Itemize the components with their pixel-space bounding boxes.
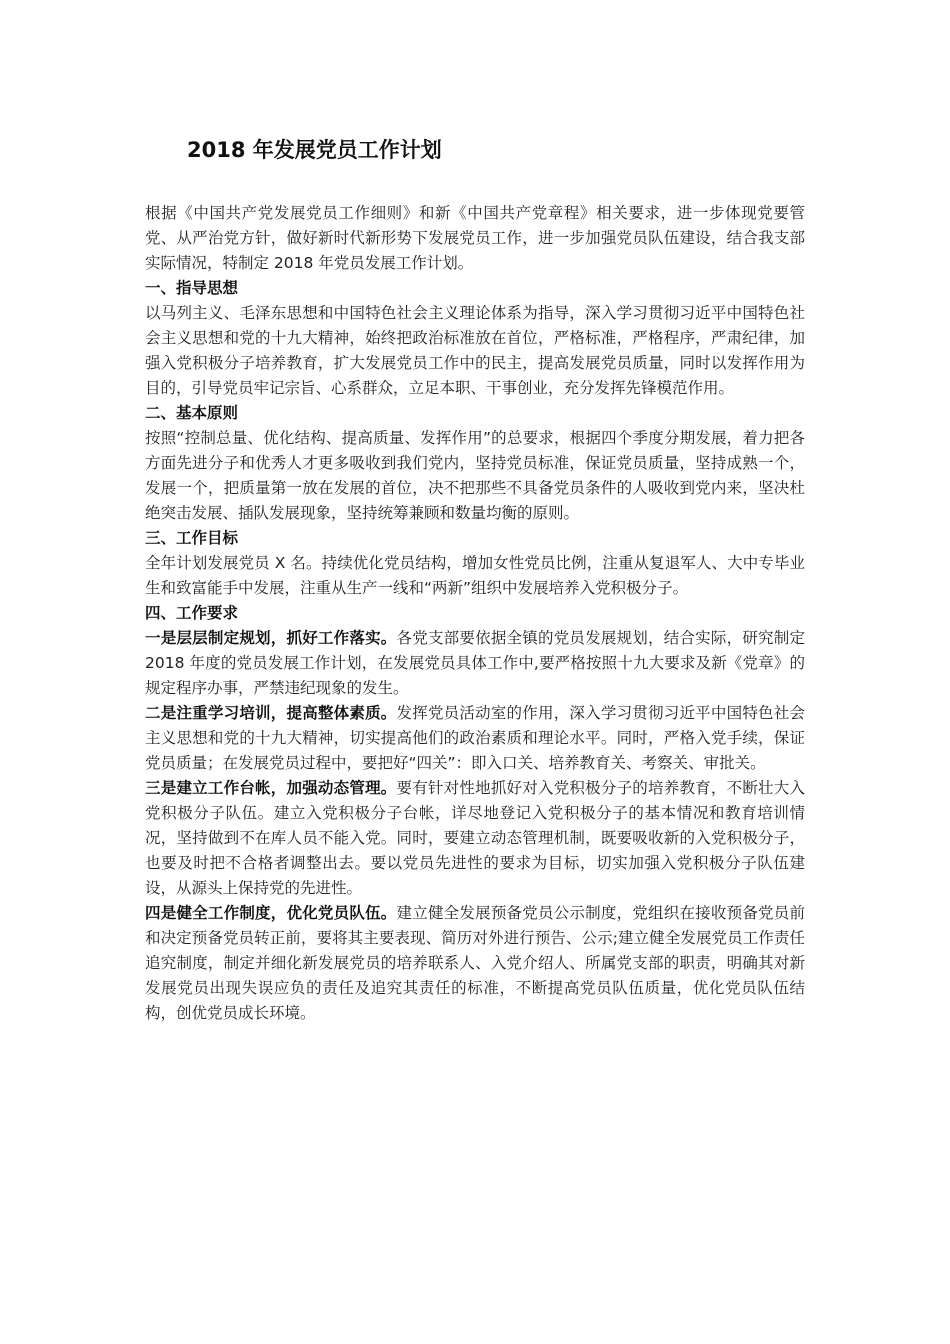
section-heading-basic-principles: 二、基本原则 <box>145 404 239 422</box>
section-text-basic-principles: 按照“控制总量、优化结构、提高质量、发挥作用”的总要求，根据四个季度分期发展，着力把各方面先进分子和优秀人才更多吸收到我们党内，坚持党员标准，保证党员质量，坚持成熟一个，发展一个，把质量第一放在发展的首位，决不把那些不具备党员条件的人吸收到党内来，坚决杜绝突击发展、插队发展现象，坚持统筹兼顾和数量均衡的原则。 <box>145 429 805 522</box>
requirement-text: 发挥党员活动室的作用，深入学习贯彻习近平中国特色社会主义思想和党的十九大精神，切实提高他们的政治素质和理论水平。同时，严格入党手续，保证党员质量；在发展党员过程中，要把好“四关”：即入口关、培养教育关、考察关、审批关。 <box>145 704 805 772</box>
requirement-paragraph <box>145 626 805 701</box>
section-heading-work-requirements: 四、工作要求 <box>145 604 239 622</box>
section-heading-guiding-ideology: 一、指导思想 <box>145 279 239 297</box>
document-body <box>145 201 805 1026</box>
requirement-paragraph <box>145 901 805 1026</box>
requirement-lead: 二是注重学习培训，提高整体素质。 <box>145 704 397 722</box>
section-text-guiding-ideology: 以马列主义、毛泽东思想和中国特色社会主义理论体系为指导，深入学习贯彻习近平中国特色社会主义思想和党的十九大精神，始终把政治标准放在首位，严格标准，严格程序，严肃纪律，加强入党积极分子培养教育，扩大发展党员工作中的民主，提高发展党员质量，同时以发挥作用为目的，引导党员牢记宗旨、心系群众，立足本职、干事创业，充分发挥先锋模范作用。 <box>145 304 805 397</box>
section-heading-work-goals: 三、工作目标 <box>145 529 239 547</box>
requirement-text: 要有针对性地抓好对入党积极分子的培养教育，不断壮大入党积极分子队伍。建立入党积极分子台帐，详尽地登记入党积极分子的基本情况和教育培训情况，坚持做到不在库人员不能入党。同时，要建立动态管理机制，既要吸收新的入党积极分子，也要及时把不合格者调整出去。要以党员先进性的要求为目标，切实加强入党积极分子队伍建设，从源头上保持党的先进性。 <box>145 779 805 897</box>
requirement-paragraph <box>145 776 805 901</box>
document-title: 2018 年发展党员工作计划 <box>187 138 442 162</box>
requirement-lead: 三是建立工作台帐，加强动态管理。 <box>145 779 397 797</box>
requirement-text: 各党支部要依据全镇的党员发展规划，结合实际，研究制定 2018 年度的党员发展工作计划，在发展党员具体工作中,要严格按照十九大要求及新《党章》的规定程序办事，严禁违纪现象的发生。 <box>145 629 805 697</box>
requirement-paragraph <box>145 701 805 776</box>
section-text-work-goals: 全年计划发展党员 X 名。持续优化党员结构，增加女性党员比例，注重从复退军人、大中专毕业生和致富能手中发展，注重从生产一线和“两新”组织中发展培养入党积极分子。 <box>145 554 805 597</box>
requirement-text: 建立健全发展预备党员公示制度，党组织在接收预备党员前和决定预备党员转正前，要将其主要表现、简历对外进行预告、公示;建立健全发展党员工作责任追究制度，制定并细化新发展党员的培养联系人、入党介绍人、所属党支部的职责，明确其对新发展党员出现失误应负的责任及追究其责任的标准，不断提高党员队伍质量，优化党员队伍结构，创优党员成长环境。 <box>145 904 805 1022</box>
intro-paragraph: 根据《中国共产党发展党员工作细则》和新《中国共产党章程》相关要求，进一步体现党要管党、从严治党方针，做好新时代新形势下发展党员工作，进一步加强党员队伍建设，结合我支部实际情况，特制定 2018 年党员发展工作计划。 <box>145 204 805 272</box>
requirement-lead: 一是层层制定规划，抓好工作落实。 <box>145 629 397 647</box>
requirement-lead: 四是健全工作制度，优化党员队伍。 <box>145 904 397 922</box>
